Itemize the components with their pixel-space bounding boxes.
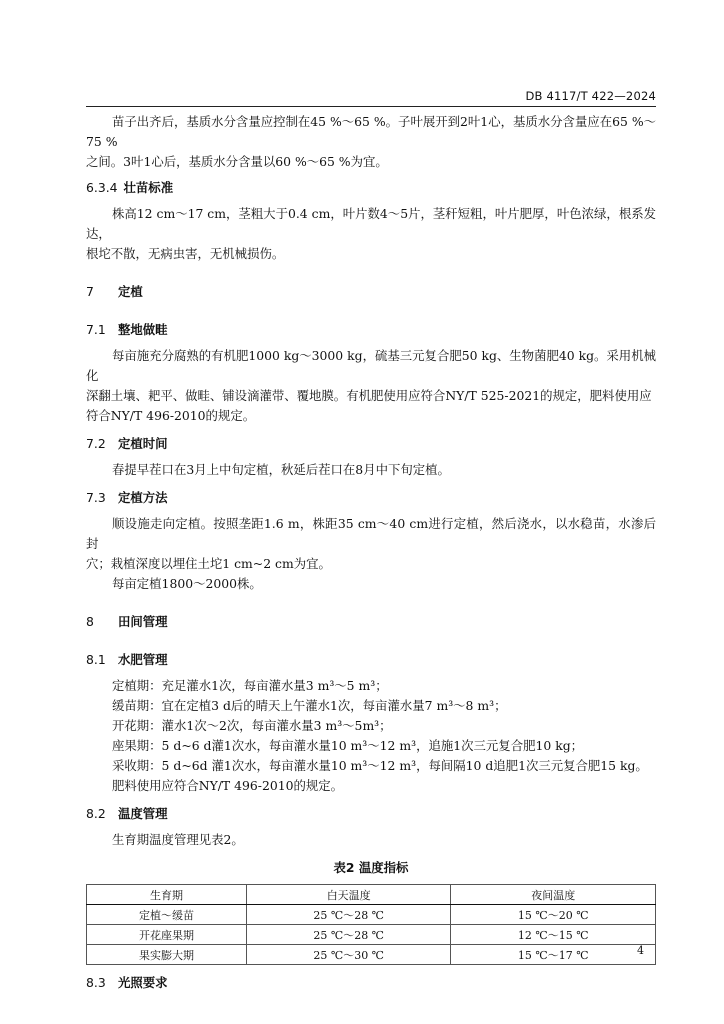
table-row (87, 925, 656, 945)
paragraph: 符合NY/T 496-2010的规定。 (86, 408, 256, 423)
table-cell: 定植～缓苗 (87, 905, 247, 925)
paragraph: 顺设施走向定植。按照垄距1.6 m，株距35 cm～40 cm进行定植，然后浇水，以水稳苗，水渗后封 (86, 516, 656, 551)
page-content (86, 112, 656, 993)
table-header-cell: 生育期 (87, 885, 247, 905)
heading-8 (86, 612, 656, 632)
table-row (87, 945, 656, 965)
table-header-cell: 白天温度 (246, 885, 451, 905)
table-row (87, 905, 656, 925)
table-cell: 12 ℃～15 ℃ (451, 925, 656, 945)
heading-7-2 (86, 434, 656, 454)
table-cell: 15 ℃～17 ℃ (451, 945, 656, 965)
section-number: 8 (86, 614, 94, 629)
paragraph: 生育期温度管理见表2。 (112, 832, 244, 847)
section-number: 7 (86, 284, 94, 299)
table-caption: 表2 温度指标 (333, 860, 409, 875)
heading-7-1 (86, 320, 656, 340)
table-header-cell: 夜间温度 (451, 885, 656, 905)
section-title: 水肥管理 (118, 652, 168, 667)
heading-8-2 (86, 804, 656, 824)
irrigation-list (86, 676, 656, 796)
heading-8-1 (86, 650, 656, 670)
paragraph: 根坨不散，无病虫害，无机械损伤。 (86, 246, 285, 261)
table-header-row (87, 885, 656, 905)
heading-6-3-4 (86, 178, 656, 198)
section-number: 6.3.4 (86, 180, 118, 195)
temperature-table (86, 884, 656, 965)
header-rule (86, 106, 656, 107)
table-cell: 果实膨大期 (87, 945, 247, 965)
section-number: 8.2 (86, 806, 106, 821)
list-item: 定植期：充足灌水1次，每亩灌水量3 m³～5 m³； (112, 678, 388, 693)
section-title: 定植时间 (118, 436, 168, 451)
heading-7 (86, 282, 656, 302)
paragraph: 深翻土壤、耙平、做畦、铺设滴灌带、覆地膜。有机肥使用应符合NY/T 525-2021的规定，肥料使用应 (86, 388, 652, 403)
document-code: DB 4117/T 422—2024 (525, 89, 656, 103)
section-number: 7.3 (86, 490, 106, 505)
list-item: 开花期：灌水1次～2次，每亩灌水量3 m³～5m³； (112, 718, 392, 733)
table-cell: 15 ℃～20 ℃ (451, 905, 656, 925)
section-number: 7.2 (86, 436, 106, 451)
list-item: 肥料使用应符合NY/T 496-2010的规定。 (112, 778, 344, 793)
list-item: 采收期：5 d~6d 灌1次水，每亩灌水量10 m³～12 m³，每间隔10 d追肥1次三元复合肥15 kg。 (112, 758, 648, 773)
table-cell: 开花座果期 (87, 925, 247, 945)
section-title: 壮苗标准 (123, 180, 174, 195)
paragraph: 之间。3叶1心后，基质水分含量以60 %～65 %为宜。 (86, 154, 388, 169)
section-number: 8.3 (86, 975, 106, 990)
section-title: 定植方法 (118, 490, 168, 505)
list-item: 缓苗期：宜在定植3 d后的晴天上午灌水1次，每亩灌水量7 m³～8 m³； (112, 698, 507, 713)
section-number: 8.1 (86, 652, 106, 667)
paragraph: 穴；栽植深度以埋住土坨1 cm~2 cm为宜。 (86, 556, 331, 571)
section-number: 7.1 (86, 322, 106, 337)
page-number: 4 (637, 944, 644, 957)
heading-8-3 (86, 973, 656, 993)
table-cell: 25 ℃～30 ℃ (246, 945, 451, 965)
table-cell: 25 ℃～28 ℃ (246, 925, 451, 945)
list-item: 座果期：5 d~6 d灌1次水，每亩灌水量10 m³～12 m³，追施1次三元复合肥10 kg； (112, 738, 584, 753)
paragraph: 春提早茬口在3月上中旬定植，秋延后茬口在8月中下旬定植。 (112, 462, 450, 477)
table-cell: 25 ℃～28 ℃ (246, 905, 451, 925)
paragraph: 每亩定植1800～2000株。 (112, 576, 262, 591)
paragraph: 株高12 cm～17 cm，茎粗大于0.4 cm，叶片数4～5片，茎秆短粗，叶片肥厚，叶色浓绿，根系发达， (86, 206, 656, 241)
section-title: 整地做畦 (118, 322, 168, 337)
section-title: 光照要求 (118, 975, 168, 990)
heading-7-3 (86, 488, 656, 508)
section-title: 田间管理 (118, 614, 168, 629)
paragraph: 每亩施充分腐熟的有机肥1000 kg～3000 kg，硫基三元复合肥50 kg、生物菌肥40 kg。采用机械化 (86, 348, 656, 383)
section-title: 定植 (118, 284, 143, 299)
section-title: 温度管理 (118, 806, 168, 821)
paragraph: 苗子出齐后，基质水分含量应控制在45 %～65 %。子叶展开到2叶1心，基质水分含量应在65 %～75 % (86, 114, 656, 149)
